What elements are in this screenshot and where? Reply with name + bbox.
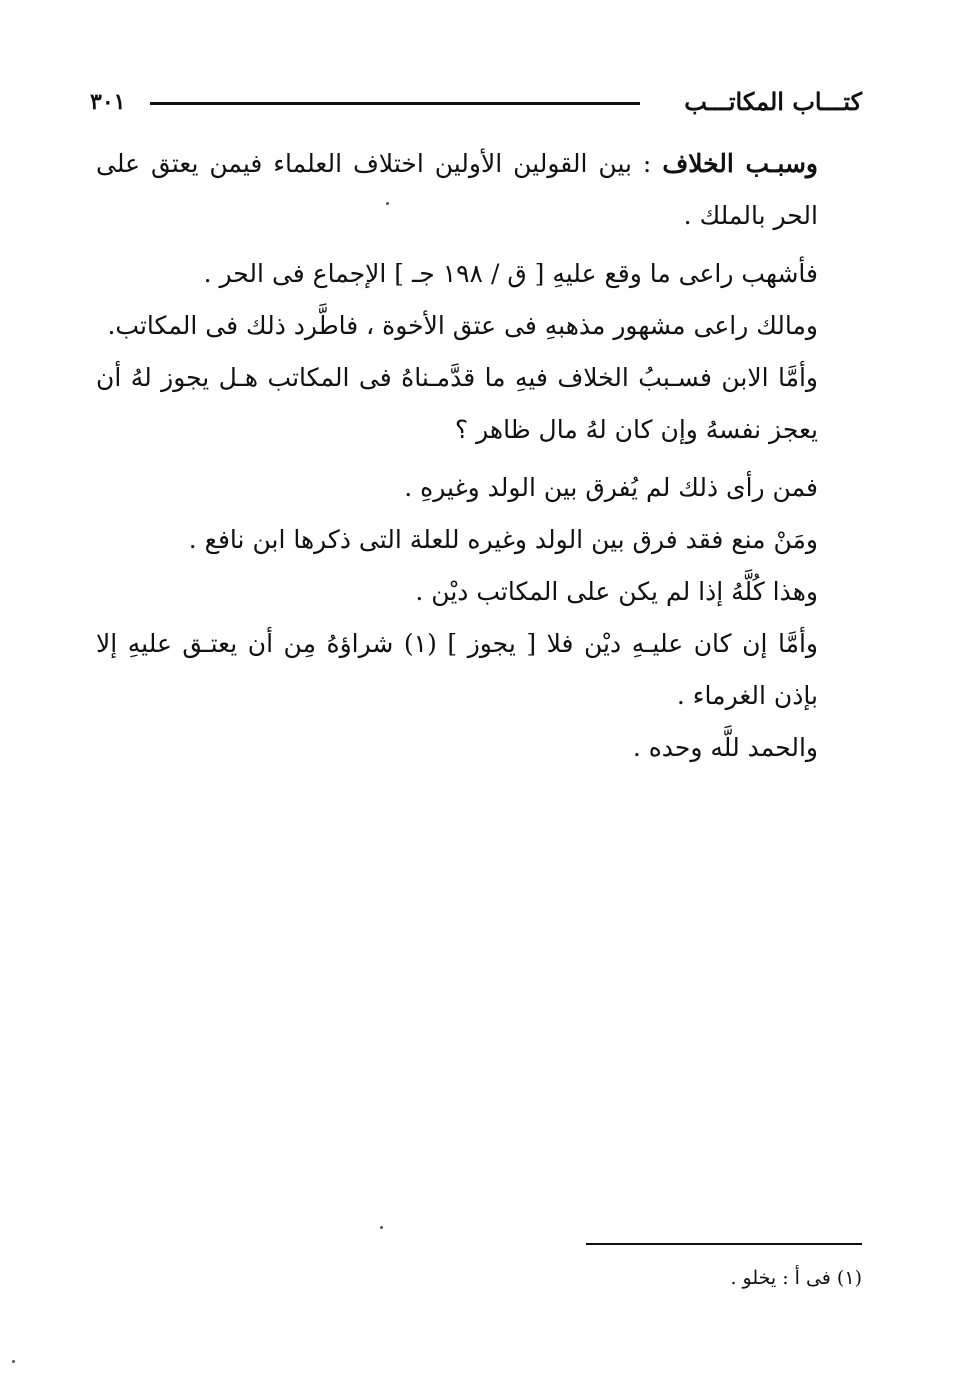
header-title: كتـــاب المكاتـــب (684, 87, 862, 116)
scan-speck (12, 1360, 15, 1363)
body-text (96, 138, 862, 774)
paragraph-malik: ومالك راعى مشهور مذهبهِ فى عتق الأخوة ، فاطَّرد ذلك فى المكاتب. (107, 311, 818, 340)
paragraph-closing: والحمد للَّه وحده . (632, 733, 818, 762)
paragraph-whoever-saw: فمن رأى ذلك لم يُفرق بين الولد وغيرهِ . (404, 473, 818, 502)
header-rule (150, 102, 640, 105)
paragraph-text: : بين القولين الأولين اختلاف العلماء فيمن يعتق على الحر بالملك . (96, 149, 818, 230)
paragraph-whoever-forbade: ومَنْ منع فقد فرق بين الولد وغيره للعلة التى ذكرها ابن نافع . (188, 525, 818, 554)
paragraph-ashhab: فأشهب راعى ما وقع عليهِ [ ق / ١٩٨ جـ ] الإجماع فى الحر . (203, 259, 818, 288)
paragraph-reason-of-dispute (96, 138, 862, 242)
scan-speck (380, 1226, 383, 1229)
paragraph-debt: وأمَّا إن كان عليـهِ ديْن فلا [ يجوز ] (١) شراؤهُ مِن أن يعتـق عليهِ إلا بإذن الغرماء . (96, 629, 818, 710)
page-number: ٣٠١ (90, 89, 126, 115)
scan-speck (386, 202, 389, 205)
footnote-rule (586, 1243, 862, 1245)
paragraph-all-this: وهذا كُلَّهُ إذا لم يكن على المكاتب ديْن . (415, 577, 818, 606)
footnote: (١) فى أ : يخلو . (730, 1267, 862, 1289)
paragraph-son: وأمَّا الابن فسـببُ الخلاف فيهِ ما قدَّمـناهُ فى المكاتب هـل يجوز لهُ أن يعجز نفسهُ وإن كان لهُ مال ظاهر ؟ (96, 363, 818, 444)
paragraph-lead: وسبـب الخلاف (662, 149, 818, 178)
running-header (90, 84, 862, 120)
